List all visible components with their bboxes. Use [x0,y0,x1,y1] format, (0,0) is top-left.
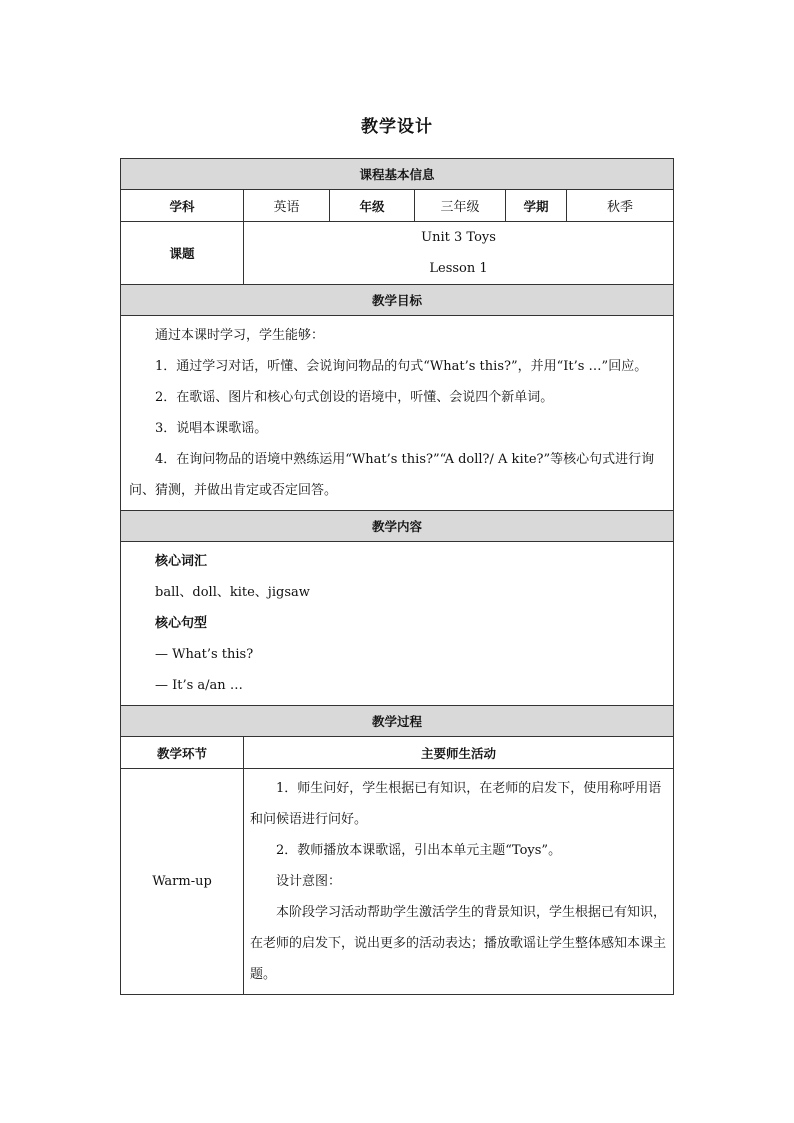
stage-name: Warm-up [121,769,244,995]
subject-row [121,190,674,222]
content-header: 教学内容 [121,511,674,542]
warmup-activities [244,769,674,995]
stage-column-header: 教学环节 [121,737,244,769]
objective-item: 2．在歌谣、图片和核心句式创设的语境中，听懂、会说四个新单词。 [155,390,554,405]
process-header: 教学过程 [121,706,674,737]
design-intent-label: 设计意图： [276,874,342,889]
grade-label: 年级 [330,190,415,222]
topic-unit: Unit 3 Toys [421,230,496,245]
grade-value: 三年级 [415,190,506,222]
objective-item: 1．通过学习对话，听懂、会说询问物品的句式“What’s this?”，并用“It’s …”回应。 [155,359,648,374]
basic-info-header-row [121,159,674,190]
activity-column-header: 主要师生活动 [244,737,674,769]
content-row [121,542,674,706]
vocab-title: 核心词汇 [155,554,208,569]
vocab-list: ball、doll、kite、jigsaw [155,585,310,600]
activity-item: 2．教师播放本课歌谣，引出本单元主题“Toys”。 [276,843,562,858]
subject-label: 学科 [121,190,244,222]
objectives-header: 教学目标 [121,285,674,316]
pattern-title: 核心句型 [155,616,208,631]
lesson-plan-table [120,158,674,995]
topic-lesson: Lesson 1 [429,261,488,276]
content-body [121,542,674,706]
process-columns-row [121,737,674,769]
content-header-row [121,511,674,542]
topic-label: 课题 [121,222,244,285]
objectives-body [121,316,674,511]
subject-value: 英语 [244,190,330,222]
objective-item: 3．说唱本课歌谣。 [155,421,268,436]
pattern-question: — What’s this? [155,647,254,662]
warmup-row [121,769,674,995]
term-label: 学期 [506,190,567,222]
objectives-intro: 通过本课时学习，学生能够： [155,328,325,343]
term-value: 秋季 [567,190,674,222]
process-header-row [121,706,674,737]
page-title: 教学设计 [361,117,433,137]
pattern-answer: — It’s a/an … [155,678,243,693]
topic-row [121,222,674,285]
design-intent-text: 本阶段学习活动帮助学生激活学生的背景知识，学生根据已有知识，在老师的启发下，说出更多的活动表达；播放歌谣让学生整体感知本课主题。 [250,905,667,982]
objectives-header-row [121,285,674,316]
objective-item: 4．在询问物品的语境中熟练运用“What’s this?”“A doll?/ A kite?”等核心句式进行询问、猜测，并做出肯定或否定回答。 [129,452,655,498]
activity-item: 1．师生问好，学生根据已有知识，在老师的启发下，使用称呼用语和问候语进行问好。 [250,781,662,827]
objectives-row [121,316,674,511]
topic-value [244,222,674,285]
basic-info-header: 课程基本信息 [121,159,674,190]
